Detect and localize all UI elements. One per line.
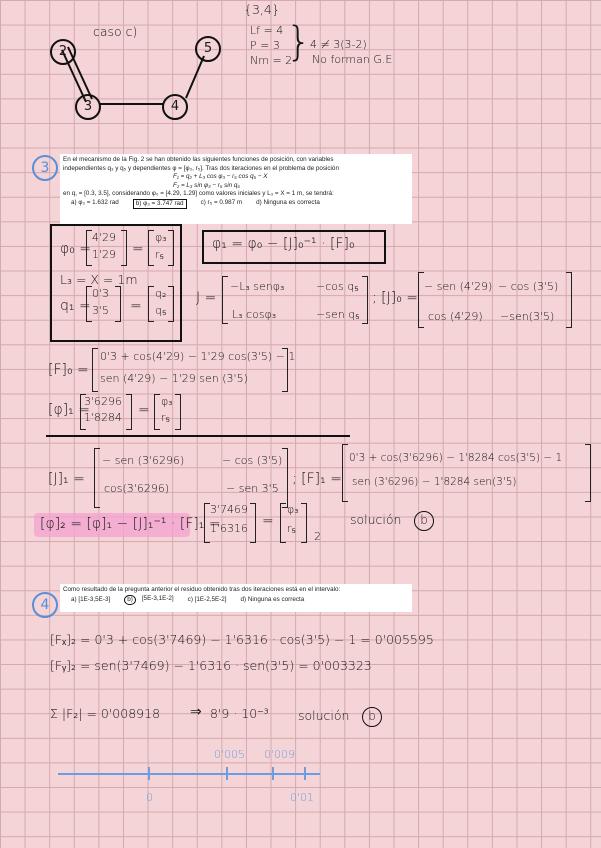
number-line (58, 773, 320, 775)
phi2-subscript: 2 (314, 530, 321, 543)
number-line-mark-0009: 0'009 (264, 748, 296, 761)
number-line-tick-0 (148, 767, 150, 780)
jacobian1-22: − sen 3'5 (226, 482, 279, 495)
q3-eq-f2: F₂ = L₃ sin φ₃ − r₅ sin q₅ (173, 181, 240, 189)
phi1-var-phi3: φ₃ (161, 395, 173, 408)
q4-option-a: a) [1E-3,5E-3] (71, 595, 111, 603)
number-line-tick-0009 (272, 767, 274, 780)
q5-var: q₅ (155, 304, 167, 317)
q3-line2: independientes q₃ y q₅ y dependientes φ = [φ₃, r₅]. Tras dos iteraciones en el problema de posición (63, 164, 339, 172)
q1-bracket-right (115, 286, 121, 322)
phi1-var-r5: r₅ (161, 411, 170, 424)
phi2-bracket-right (250, 503, 256, 543)
question-4-statement (60, 584, 412, 612)
jacobian1-21: cos(3'6296) (104, 482, 170, 495)
ge-note: No forman G.E (312, 53, 393, 66)
phi2-vars-bracket-left (280, 503, 286, 543)
q3-solution-circle: b (414, 511, 434, 531)
f0-row-1: 0'3 + cos(4'29) − 1'29 cos(3'5) − 1 (100, 350, 296, 363)
phi2-var-r5: r₅ (287, 522, 296, 535)
jacobian-lhs: J = (196, 290, 217, 306)
f1-bracket-left (342, 444, 348, 502)
phi0-vars-bracket-left (148, 230, 154, 266)
f0-bracket-right (282, 348, 288, 392)
fx-equation: [Fₓ]₂ = 0'3 + cos(3'7469) − 1'6316 · cos(3'5) − 1 = 0'005595 (50, 632, 434, 647)
graph-node-2: 2 (50, 39, 76, 65)
phi2-formula: [φ]₂ = [φ]₁ − [J]₁⁻¹ · [F]₁ = (40, 516, 221, 532)
q4-solution-label: solución (298, 708, 350, 723)
jacobian1-11: − sen (3'6296) (102, 454, 185, 467)
f0-row-2: sen (4'29) − 1'29 sen (3'5) (100, 372, 248, 385)
phi2-value-1: 3'7469 (210, 503, 249, 516)
brace: } (286, 19, 312, 65)
q1-vars-bracket-right (168, 286, 174, 322)
jacobian0-lhs: ; [J]₀ = (372, 290, 419, 306)
jacobian0-12: − cos (3'5) (498, 280, 559, 293)
phi1-formula: φ₁ = φ₀ − [J]₀⁻¹ · [F]₀ (212, 236, 355, 252)
number-line-tick-0005 (226, 767, 228, 780)
number-line-tick-001 (304, 767, 306, 780)
q4-option-b-value: [5E-3,1E-2] (141, 594, 174, 602)
number-line-label-0: 0 (146, 791, 153, 804)
phi0-value-1: 4'29 (92, 231, 117, 244)
phi0-lhs: φ₀ = (60, 241, 92, 257)
graph-node-5: 5 (195, 36, 221, 62)
q4-solution-choice (362, 705, 382, 727)
q3-solution-label: solución (350, 512, 402, 527)
phi1-value-1: 3'6296 (84, 395, 123, 408)
phi0-value-2: 1'29 (92, 248, 117, 261)
eq-p: P = 3 (250, 39, 280, 52)
residual-arrow: ⇒ (190, 704, 202, 720)
phi1-equals: = (138, 402, 150, 418)
jacobian-11: −L₃ senφ₃ (230, 280, 285, 293)
phi1-bracket-right (126, 394, 132, 430)
jacobian0-21: cos (4'29) (428, 310, 483, 323)
phi1-value-2: 1'8284 (84, 411, 123, 424)
number-line-mark-0005: 0'005 (214, 748, 246, 761)
q4-option-c: c) [1E-2,5E-2] (187, 595, 227, 603)
phi1-vars-bracket-left (154, 394, 160, 430)
r5-var: r₅ (155, 248, 164, 261)
q3-eq-f1: F₁ = q₂ + L₃ cos φ₃ − r₅ cos q₅ − X (173, 173, 268, 180)
q1-value-1: 0'3 (92, 287, 110, 300)
q3-option-a: a) φ₃ = 1.632 rad (71, 198, 119, 206)
q3-option-d: d) Ninguna es correcta (256, 198, 320, 206)
q3-option-c: c) r₅ = 0.987 m (200, 198, 243, 206)
f1-row-2: sen (3'6296) − 1'8284 sen(3'5) (352, 476, 517, 488)
q4-option-d: d) Ninguna es correcta (240, 595, 305, 603)
jacobian-21: L₃ cosφ₃ (232, 308, 277, 321)
q1-vars-bracket-left (148, 286, 154, 322)
f1-row-1: 0'3 + cos(3'6296) − 1'8284 cos(3'5) − 1 (349, 452, 563, 464)
f1-lhs: ; [F]₁ = (292, 471, 342, 487)
phi2-vars-bracket-right (301, 503, 307, 543)
q1-equals: = (130, 298, 142, 314)
jacobian1-bracket-right (282, 448, 288, 508)
case-label: caso c) (93, 24, 138, 39)
q1-lhs: q₁ = (60, 298, 91, 314)
set-label: {3,4} (244, 2, 280, 17)
q3-solution-choice (414, 509, 434, 531)
q4-option-b (124, 595, 173, 606)
fy-equation: [Fᵧ]₂ = sen(3'7469) − 1'6316 · sen(3'5) = 0'003323 (50, 658, 372, 673)
phi0-bracket-right (121, 230, 127, 266)
q4-solution-circle: b (362, 707, 382, 727)
phi0-vars-bracket-right (168, 230, 174, 266)
q4-text: Como resultado de la pregunta anterior el residuo obtenido tras dos iteraciones está en el intervalo: (63, 586, 341, 593)
phi1-vars-bracket-right (175, 394, 181, 430)
q1-value-2: 3'5 (92, 304, 110, 317)
jacobian-22: −sen q₅ (316, 308, 360, 321)
f1-bracket-right (585, 444, 591, 502)
phi1-lhs: [φ]₁ = (48, 402, 90, 418)
jacobian0-22: −sen(3'5) (500, 310, 555, 323)
jacobian-bracket-right (362, 276, 368, 324)
jacobian1-bracket-left (94, 448, 100, 508)
q2-var: q₂ (155, 287, 167, 300)
q3-line1: En el mecanismo de la Fig. 2 se han obtenido las siguientes funciones de posición, con variables (63, 156, 334, 163)
phi2-var-phi3: φ₃ (287, 503, 299, 516)
residual-approx: 8'9 · 10⁻³ (210, 706, 269, 721)
phi3-var: φ₃ (155, 231, 167, 244)
question-3-number: 3 (32, 155, 58, 181)
eq-lf: Lf = 4 (250, 24, 284, 37)
jacobian1-12: − cos (3'5) (222, 454, 283, 467)
q3-line3: en q, = [0.3, 3.5], considerando φ₀ = [4.29, 1.29] como valores iniciales y L₃ = X = 1 m, se tendrá: (63, 190, 334, 197)
eq-nm: Nm = 2 (250, 54, 293, 67)
phi2-equals: = (262, 513, 274, 529)
jacobian0-11: − sen (4'29) (424, 280, 493, 293)
f0-bracket-left (92, 348, 98, 392)
f0-lhs: [F]₀ = (48, 362, 89, 378)
graph-node-4: 4 (162, 94, 188, 120)
ge-result: 4 ≠ 3(3-2) (310, 38, 367, 51)
phi2-value-2: 1'6316 (210, 522, 249, 535)
jacobian-bracket-left (222, 276, 228, 324)
jacobian-12: −cos q₅ (316, 280, 359, 293)
graph-node-3: 3 (75, 94, 101, 120)
q3-option-b: b) φ₃ = 3.747 rad (133, 199, 187, 210)
number-line-label-001: 0'01 (290, 791, 315, 804)
section-divider (46, 435, 350, 437)
l3-equation: L₃ = X = 1m (60, 272, 138, 287)
residual-sum: Σ |F₂| = 0'008918 (50, 706, 161, 721)
q4-option-b-letter: b) (124, 595, 136, 606)
jacobian0-bracket-right (566, 272, 572, 328)
question-4-number: 4 (32, 592, 58, 618)
jacobian1-lhs: [J]₁ = (48, 471, 85, 487)
phi0-equals: = (132, 241, 144, 257)
question-3-statement (60, 154, 412, 224)
